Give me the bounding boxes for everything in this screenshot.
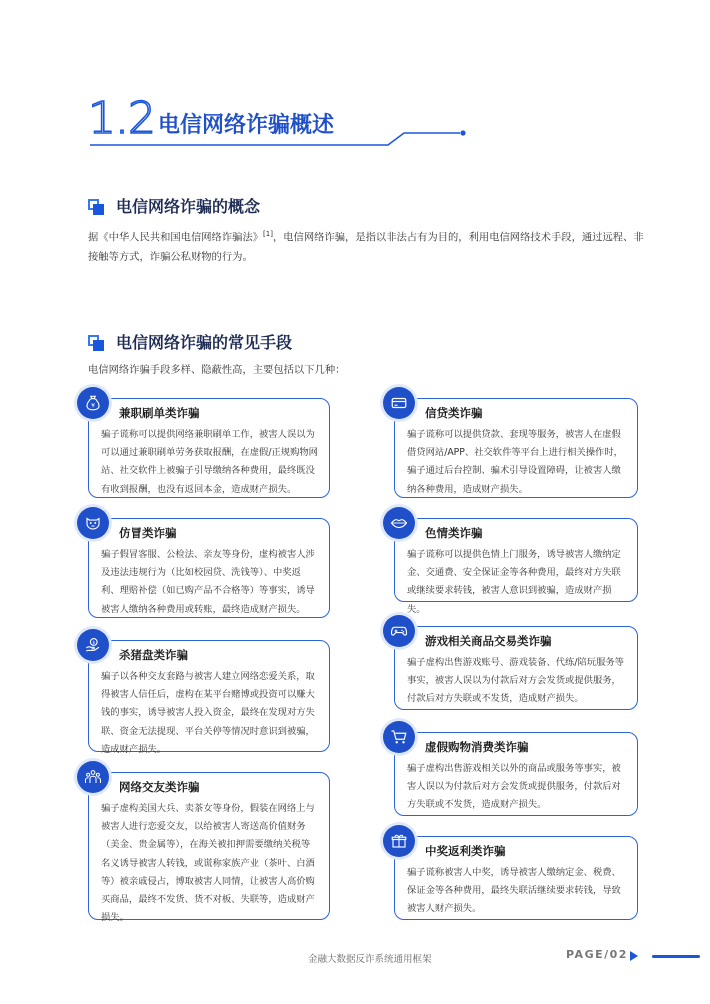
methods-intro: 电信网络诈骗手段多样、隐蔽性高，主要包括以下几种： [88,364,346,376]
lips-icon [383,507,415,539]
page-number: PAGE/02 [566,948,628,961]
chapter-underline-decoration [88,128,468,150]
page-arrow-icon [630,951,638,961]
card-body: 骗子谎称可以提供色情上门服务，诱导被害人缴纳定金、交通费、安全保证金等各种费用，最终对方失联或继续要求转钱，被害人意识到被骗，造成财产损失。 [407,549,621,615]
concept-text-after: ，电信网络诈骗，是指以非法占有为目的，利用电信网络技术手段，通过远程、非接触等方式，诈骗公私财物的行为。 [88,231,644,264]
card-body: 骗子以各种交友套路与被害人建立网络恋爱关系，取得被害人信任后，虚构在某平台赌博或投资可以赚大钱的事实，诱导被害人投入资金，最终在发现对方失联、资金无法提现、平台关停等情况时意识到被骗，造成财产损失。 [101,671,315,755]
chapter-number: 1.2 [88,93,155,144]
card-impersonation-scam [88,518,330,618]
credit-card-icon [383,387,415,419]
shopping-cart-icon [383,721,415,753]
svg-text:¥: ¥ [91,402,95,410]
gift-icon [383,825,415,857]
concept-paragraph [88,224,648,267]
card-title: 仿冒类诈骗 [119,526,177,540]
card-title: 杀猪盘类诈骗 [119,648,188,662]
card-pig-butchering-scam [88,640,330,755]
section-marker-icon [88,199,104,215]
card-body: 骗子谎称可以提供贷款、套现等服务，被害人在虚假借贷网站/APP、社交软件等平台上进行相关操作时，骗子通过后台控制、骗术引导设置障碍，让被害人缴纳各种费用，造成财产损失。 [407,429,623,495]
card-title: 中奖返利类诈骗 [425,844,506,858]
section-title: 电信网络诈骗的概念 [116,197,261,216]
people-icon [77,761,109,793]
card-title: 兼职刷单类诈骗 [119,406,200,420]
card-body: 骗子虚构出售游戏账号、游戏装备、代练/陪玩服务等事实，被害人误以为付款后对方会发货或提供服务，付款后对方失联或不发货，造成财产损失。 [407,657,624,705]
card-game-trade-scam [394,626,638,710]
hand-coin-icon [77,629,109,661]
section-marker-icon [88,335,104,351]
card-online-dating-scam [88,772,330,924]
gamepad-icon [383,615,415,647]
card-fake-shopping-scam [394,732,638,816]
money-bag-icon [77,387,109,419]
card-body: 骗子虚构出售游戏相关以外的商品或服务等事实，被害人误以为付款后对方会发货或提供服务，付款后对方失联或不发货，造成财产损失。 [407,763,621,811]
footer-document-title: 金融大数据反诈系统通用框架 [308,954,432,965]
section-title: 电信网络诈骗的常见手段 [116,333,293,352]
card-title: 信贷类诈骗 [425,406,483,420]
card-title: 虚假购物消费类诈骗 [425,740,529,754]
footer-accent-bar [652,955,700,958]
concept-text-before: 据《中华人民共和国电信网络诈骗法》 [88,231,264,244]
card-body: 骗子虚构美国大兵、卖茶女等身份，假装在网络上与被害人进行恋爱交友，以给被害人寄送高价值财务（美金、贵金属等），在海关被扣押需要缴纳关税等名义诱导被害人转钱，或谎称家族产业（茶叶、白酒等）被亲戚侵占，博取被害人同情，让被害人高价购买商品，最终不发货、货不对板、失联等，造成财产损失。 [101,803,315,924]
card-title: 游戏相关商品交易类诈骗 [425,634,552,648]
card-part-time-scam [88,398,330,498]
card-body: 骗子谎称被害人中奖，诱导被害人缴纳定金、税费、保证金等各种费用，最终失联活继续要求转钱，导致被害人财产损失。 [407,867,621,915]
svg-text:$: $ [92,640,96,646]
card-body: 骗子谎称可以提供网络兼职刷单工作，被害人误以为可以通过兼职刷单劳务获取报酬，在虚假/正规购物网站、社交软件上被骗子引导缴纳各种费用，最终既没有收到报酬，也没有返回本金，造成财产损失。 [101,429,318,495]
card-loan-scam [394,398,638,498]
chapter-title: 电信网络诈骗概述 [158,113,335,138]
card-body: 骗子假冒客服、公检法、亲友等身份，虚构被害人涉及违法违规行为（比如校园贷、洗钱等）、中奖返利、理赔补偿（如已购产品不合格等）等事实，诱导被害人缴纳各种费用或转账，最终造成财产损失。 [101,549,315,615]
reference-marker: [1] [263,230,273,238]
mask-icon [77,507,109,539]
card-title: 色情类诈骗 [425,526,483,540]
card-title: 网络交友类诈骗 [119,780,200,794]
card-porn-scam [394,518,638,615]
card-prize-rebate-scam [394,836,638,920]
